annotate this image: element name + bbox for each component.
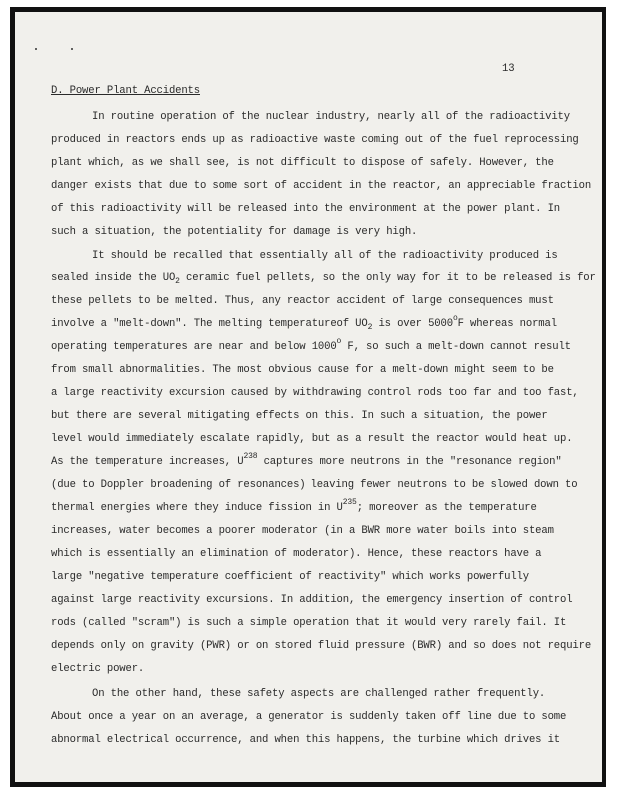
text-line: operating temperatures are near and below 1000$^o$ F, so such a melt-down cannot result bbox=[51, 337, 571, 353]
text-line: from small abnormalities. The most obvious cause for a melt-down might seem to be bbox=[51, 364, 554, 376]
text-line: these pellets to be melted. Thus, any reactor accident of large consequences must bbox=[51, 295, 554, 307]
text-line: danger exists that due to some sort of accident in the reactor, an appreciable fraction bbox=[51, 180, 592, 192]
text-line: plant which, as we shall see, is not difficult to dispose of safely. However, the bbox=[51, 157, 554, 169]
text-line: thermal energies where they induce fission in $U^{235}$; moreover as the temperature bbox=[51, 498, 537, 514]
text-line: which is essentially an elimination of moderator). Hence, these reactors have a bbox=[51, 548, 542, 560]
document-page bbox=[15, 12, 602, 782]
text-line: but there are several mitigating effects on this. In such a situation, the power bbox=[51, 410, 548, 422]
text-line: involve a "melt-down". The melting temperatureof $UO_2$ is over 5000$^o$F whereas normal bbox=[51, 314, 557, 332]
text-line: abnormal electrical occurrence, and when this happens, the turbine which drives it bbox=[51, 734, 560, 746]
text-line: electric power. bbox=[51, 663, 145, 675]
punch-mark-right bbox=[71, 48, 73, 50]
text-line: produced in reactors ends up as radioactive waste coming out of the fuel reprocessing bbox=[51, 134, 579, 146]
text-line: About once a year on an average, a generator is suddenly taken off line due to some bbox=[51, 711, 567, 723]
section-heading: D. Power Plant Accidents bbox=[51, 85, 200, 97]
text-line: In routine operation of the nuclear industry, nearly all of the radioactivity bbox=[92, 111, 570, 123]
text-line: rods (called "scram") is such a simple operation that it would very rarely fail. It bbox=[51, 617, 567, 629]
text-line: On the other hand, these safety aspects are challenged rather frequently. bbox=[92, 688, 546, 700]
text-line: As the temperature increases, $U^{238}$ captures more neutrons in the "resonance region" bbox=[51, 452, 562, 468]
text-line: against large reactivity excursions. In addition, the emergency insertion of control bbox=[51, 594, 573, 606]
text-line: of this radioactivity will be released into the environment at the power plant. In bbox=[51, 203, 560, 215]
text-line: sealed inside the $UO_2$ ceramic fuel pellets, so the only way for it to be released is for bbox=[51, 272, 596, 286]
page-number: 13 bbox=[502, 63, 515, 75]
text-line: level would immediately escalate rapidly, but as a result the reactor would heat up. bbox=[51, 433, 573, 445]
text-line: such a situation, the potentiality for damage is very high. bbox=[51, 226, 418, 238]
text-line: increases, water becomes a poorer moderator (in a BWR more water boils into steam bbox=[51, 525, 554, 537]
text-line: depends only on gravity (PWR) or on stored fluid pressure (BWR) and so does not require bbox=[51, 640, 592, 652]
punch-mark-left bbox=[35, 48, 37, 50]
text-line: It should be recalled that essentially all of the radioactivity produced is bbox=[92, 250, 558, 262]
text-line: large "negative temperature coefficient of reactivity" which works powerfully bbox=[51, 571, 529, 583]
text-line: (due to Doppler broadening of resonances) leaving fewer neutrons to be slowed down to bbox=[51, 479, 578, 491]
text-line: a large reactivity excursion caused by withdrawing control rods too far and too fast, bbox=[51, 387, 579, 399]
